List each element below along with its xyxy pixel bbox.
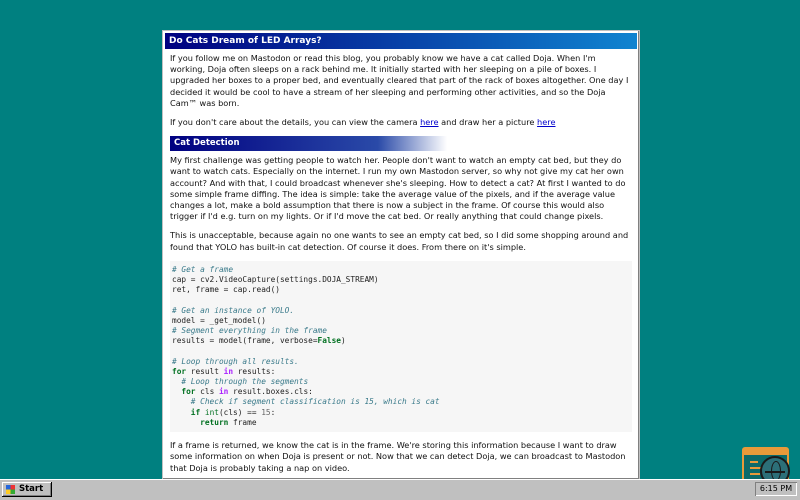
code-line: # Check if segment classification is 15, which is cat xyxy=(190,397,440,407)
code-line: ret, frame = cap.read() xyxy=(172,285,280,295)
code-line: for cls in result.boxes.cls: xyxy=(181,387,313,397)
code-line: # Get a frame xyxy=(172,264,234,274)
code-line: # Loop through the segments xyxy=(181,377,309,387)
intro-paragraph: If you follow me on Mastodon or read this blog, you probably know we have a cat called Doja. When I'm working, Doja often sleeps on a rack behind me. It initially started with her sleeping on a pile of boxes. I upgraded her boxes to a proper bed, and eventually cleared that part of the rack of boxes altogether. One day I decided it would be cool to have a stream of her sleeping and performing other activities, and so the Doja Cam™ was born. xyxy=(170,53,629,108)
window-title: Do Cats Dream of LED Arrays? xyxy=(165,33,637,49)
camera-link[interactable]: here xyxy=(420,117,439,128)
code-line: # Segment everything in the frame xyxy=(172,326,327,336)
challenge-paragraph: My first challenge was getting people to watch her. People don't want to watch an empty cat bed, but they do want to watch cats. Especially on the internet. I run my own Mastodon server, so why not give my cat her own account? And with that, I could broadcast whenever she's sleeping. How to detect a cat? At first I wanted to do some simple frame diffing. The idea is simple: take the average value of the pixels, and if the average value changes a lot, make a bold assumption that there is now a subject in the frame. Of course this would also trigger if I'd e.g. turn on my lights. Or if I'd move the cat bed. Or really anything that could change pixels. xyxy=(170,155,626,222)
article-content xyxy=(170,53,632,479)
code-line: for result in results: xyxy=(172,366,276,376)
code-line: results = model(frame, verbose=False) xyxy=(172,336,346,346)
yolo-paragraph: This is unacceptable, because again no one wants to see an empty cat bed, so I did some shopping around and found that YOLO has built-in cat detection. Of course it does. From there on it's simple. xyxy=(170,230,629,252)
taskbar xyxy=(0,479,800,500)
draw-text: and draw her a picture xyxy=(438,117,538,128)
code-line: cap = cv2.VideoCapture(settings.DOJA_STREAM) xyxy=(172,275,379,285)
code-line: # Loop through all results. xyxy=(172,356,299,366)
camera-text: If you don't care about the details, you can view the camera xyxy=(170,117,421,128)
draw-link[interactable]: here xyxy=(537,117,556,128)
start-label: Start xyxy=(19,484,44,494)
code-block xyxy=(170,261,632,432)
windows-logo-icon xyxy=(6,485,15,494)
start-button[interactable] xyxy=(2,482,52,497)
code-line: model = _get_model() xyxy=(172,315,266,325)
code-line: return frame xyxy=(200,417,257,427)
camera-paragraph xyxy=(170,117,632,128)
code-line: if int(cls) == 15: xyxy=(190,407,276,417)
section-heading-cat-detection: Cat Detection xyxy=(170,136,632,151)
browser-window xyxy=(162,30,640,480)
code-line: # Get an instance of YOLO. xyxy=(172,305,295,315)
outro-paragraph: If a frame is returned, we know the cat is in the frame. We're storing this information because I want to draw some information on when Doja is present or not. Now that we can detect Doja, we can broadcast to Mastodon that Doja is probably taking a nap on video. xyxy=(170,440,626,473)
system-clock: 6:15 PM xyxy=(755,482,797,496)
